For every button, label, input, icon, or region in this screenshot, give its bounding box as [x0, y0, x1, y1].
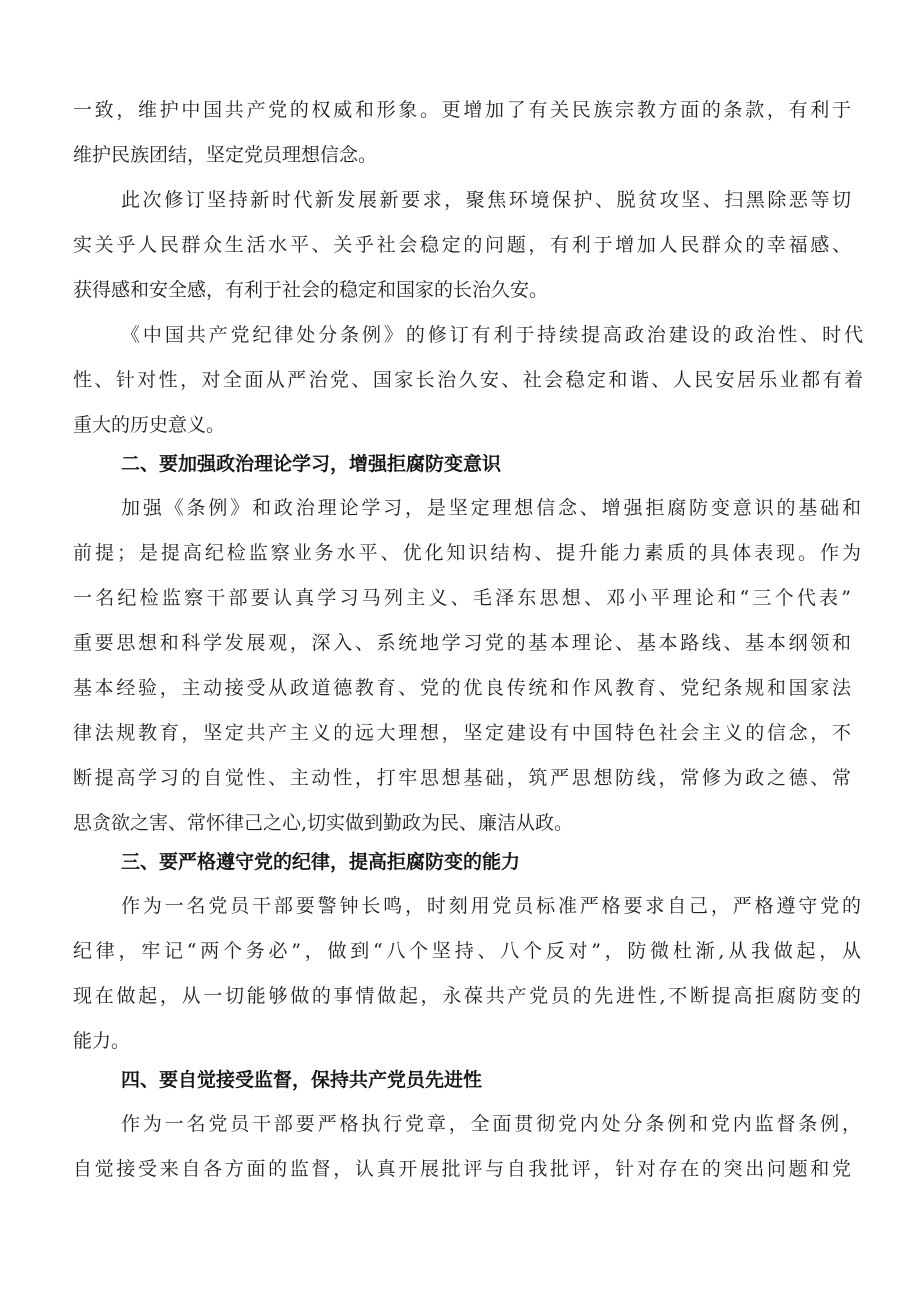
- paragraph-line: 纪律，牢记“两个务必”，做到“八个坚持、八个反对”，防微杜渐,从我做起，从: [73, 940, 861, 962]
- paragraph-line: 一致，维护中国共产党的权威和形象。更增加了有关民族宗教方面的条款，有利于: [73, 99, 851, 121]
- paragraph-line: 现在做起，从一切能够做的事情做起，永葆共产党员的先进性,不断提高拒腐防变的: [73, 985, 861, 1007]
- paragraph-line: 作为一名党员干部要严格执行党章，全面贯彻党内处分条例和党内监督条例，: [121, 1113, 861, 1135]
- paragraph-line: 思贪欲之害、常怀律己之心,切实做到勤政为民、廉洁从政。: [73, 812, 574, 834]
- section-heading: 三、要严格遵守党的纪律，提高拒腐防变的能力: [121, 851, 521, 873]
- paragraph-line: 前提；是提高纪检监察业务水平、优化知识结构、提升能力素质的具体表现。作为: [73, 542, 861, 564]
- paragraph-line: 作为一名党员干部要警钟长鸣，时刻用党员标准严格要求自己，严格遵守党的: [121, 895, 861, 917]
- paragraph-line: 《中国共产党纪律处分条例》的修订有利于持续提高政治建设的政治性、时代: [121, 324, 863, 346]
- paragraph-line: 能力。: [73, 1030, 131, 1052]
- section-heading: 四、要自觉接受监督，保持共产党员先进性: [121, 1069, 483, 1091]
- paragraph-line: 基本经验，主动接受从政道德教育、党的优良传统和作风教育、党纪条规和国家法: [73, 677, 851, 699]
- paragraph-line: 获得感和安全感，有利于社会的稳定和国家的长治久安。: [73, 279, 549, 301]
- paragraph-line: 重要思想和科学发展观，深入、系统地学习党的基本理论、基本路线、基本纲领和: [73, 632, 851, 654]
- paragraph-line: 断提高学习的自觉性、主动性，打牢思想基础，筑严思想防线，常修为政之德、常: [73, 767, 851, 789]
- paragraph-line: 加强《条例》和政治理论学习，是坚定理想信念、增强拒腐防变意识的基础和: [121, 497, 861, 519]
- paragraph-line: 律法规教育，坚定共产主义的远大理想，坚定建设有中国特色社会主义的信念，不: [73, 722, 851, 744]
- paragraph-line: 重大的历史意义。: [73, 414, 226, 436]
- paragraph-line: 实关乎人民群众生活水平、关乎社会稳定的问题，有利于增加人民群众的幸福感、: [73, 234, 851, 256]
- paragraph-line: 一名纪检监察干部要认真学习马列主义、毛泽东思想、邓小平理论和“三个代表”: [73, 587, 851, 609]
- section-heading: 二、要加强政治理论学习，增强拒腐防变意识: [121, 453, 502, 475]
- paragraph-line: 维护民族团结，坚定党员理想信念。: [73, 144, 378, 166]
- paragraph-line: 此次修订坚持新时代新发展新要求，聚焦环境保护、脱贫攻坚、扫黑除恶等切: [121, 189, 851, 211]
- paragraph-line: 自觉接受来自各方面的监督，认真开展批评与自我批评，针对存在的突出问题和党: [73, 1158, 851, 1180]
- paragraph-line: 性、针对性，对全面从严治党、国家长治久安、社会稳定和谐、人民安居乐业都有着: [73, 369, 863, 391]
